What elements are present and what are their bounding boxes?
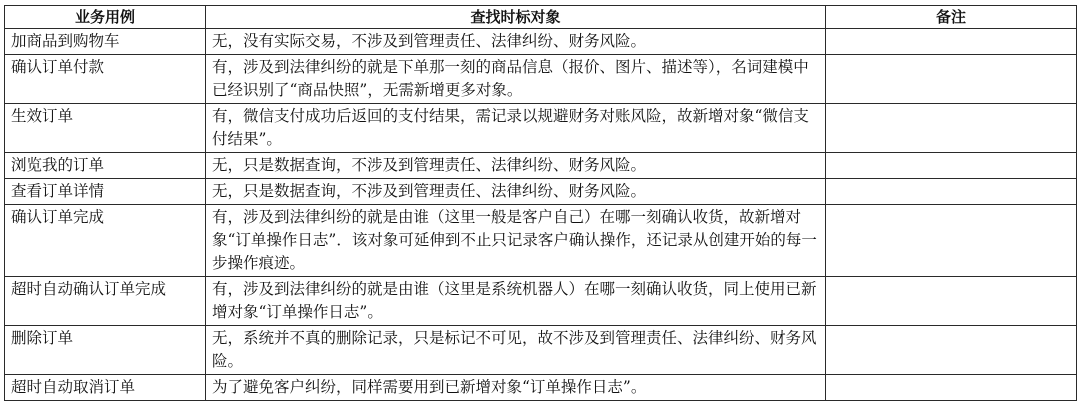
use-case-cell: 确认订单完成: [5, 205, 206, 277]
use-case-cell: 删除订单: [5, 326, 206, 375]
header-note: 备注: [826, 6, 1077, 29]
note-cell: [826, 179, 1077, 205]
use-case-cell: 加商品到购物车: [5, 29, 206, 55]
table-row: [5, 205, 1077, 277]
target-cell: 有，涉及到法律纠纷的就是下单那一刻的商品信息（报价、图片、描述等），名词建模中已经识别了“商品快照”，无需新增更多对象。: [206, 55, 826, 104]
header-use-case: 业务用例: [5, 6, 206, 29]
note-cell: [826, 55, 1077, 104]
table-row: [5, 375, 1077, 401]
table-header-row: [5, 6, 1077, 29]
use-case-cell: 浏览我的订单: [5, 153, 206, 179]
header-target: 查找时标对象: [206, 6, 826, 29]
target-cell: 有，涉及到法律纠纷的就是由谁（这里一般是客户自己）在哪一刻确认收货，故新增对象“订单操作日志”．该对象可延伸到不止只记录客户确认操作，还记录从创建开始的每一步操作痕迹。: [206, 205, 826, 277]
target-cell: 有，涉及到法律纠纷的就是由谁（这里是系统机器人）在哪一刻确认收货，同上使用已新增对象“订单操作日志”。: [206, 277, 826, 326]
use-case-table: [4, 5, 1077, 401]
table-row: [5, 326, 1077, 375]
target-cell: 无，系统并不真的删除记录，只是标记不可见，故不涉及到管理责任、法律纠纷、财务风险。: [206, 326, 826, 375]
note-cell: [826, 375, 1077, 401]
use-case-cell: 确认订单付款: [5, 55, 206, 104]
note-cell: [826, 277, 1077, 326]
use-case-cell: 查看订单详情: [5, 179, 206, 205]
table-row: [5, 153, 1077, 179]
use-case-cell: 生效订单: [5, 104, 206, 153]
use-case-cell: 超时自动确认订单完成: [5, 277, 206, 326]
target-cell: 无，只是数据查询，不涉及到管理责任、法律纠纷、财务风险。: [206, 153, 826, 179]
note-cell: [826, 153, 1077, 179]
use-case-cell: 超时自动取消订单: [5, 375, 206, 401]
table-row: [5, 55, 1077, 104]
note-cell: [826, 326, 1077, 375]
target-cell: 无，只是数据查询，不涉及到管理责任、法律纠纷、财务风险。: [206, 179, 826, 205]
note-cell: [826, 29, 1077, 55]
note-cell: [826, 104, 1077, 153]
table-row: [5, 104, 1077, 153]
target-cell: 为了避免客户纠纷，同样需要用到已新增对象“订单操作日志”。: [206, 375, 826, 401]
table-row: [5, 179, 1077, 205]
target-cell: 无，没有实际交易，不涉及到管理责任、法律纠纷、财务风险。: [206, 29, 826, 55]
target-cell: 有，微信支付成功后返回的支付结果，需记录以规避财务对账风险，故新增对象“微信支付结果”。: [206, 104, 826, 153]
table-row: [5, 277, 1077, 326]
note-cell: [826, 205, 1077, 277]
table-row: [5, 29, 1077, 55]
